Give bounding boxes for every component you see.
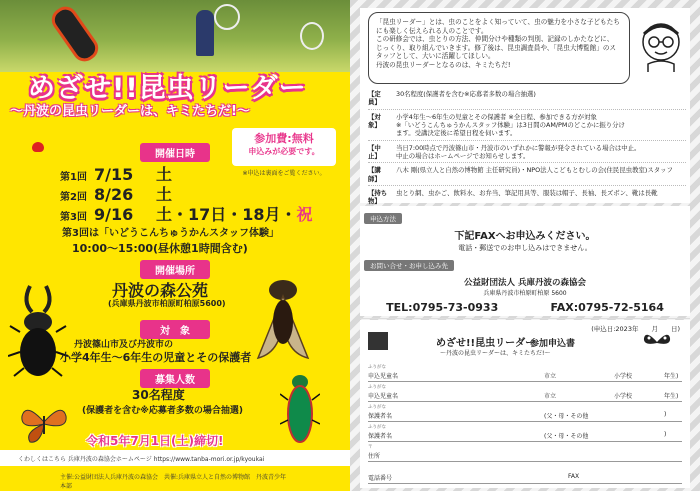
target-who: 小学4年生〜6年生の児童とその保護者 xyxy=(60,351,252,364)
session-day: 土 xyxy=(156,165,173,184)
info-key: 【対 象】 xyxy=(368,112,388,129)
instructor-face-icon xyxy=(640,18,682,74)
info-value: 虫とり網、虫かご、飲料水、お弁当、筆記用具等、服装は帽子、長袖、長ズボン、靴は長靴 xyxy=(396,188,658,197)
info-row xyxy=(368,166,686,186)
form-title: めざせ!!昆虫リーダー xyxy=(436,338,536,349)
fax-message: 下記FAXへお申込みください。 xyxy=(454,231,596,242)
event-time: 10:00〜15:00(昼休憩1時間含む) xyxy=(72,242,248,255)
intro-bubble xyxy=(368,12,630,84)
contact-label: お問い合せ・お申し込み先 xyxy=(364,260,454,271)
ladybug-icon xyxy=(32,142,44,152)
info-key: 【持ち物】 xyxy=(368,188,388,206)
form-row-child-2[interactable]: ふりがな 申込児童名 市立 小学校 年生) xyxy=(368,384,682,402)
tel-number[interactable]: TEL:0795-73-0933 xyxy=(386,301,499,314)
form-row-child-1[interactable]: ふりがな 申込児童名 市立 小学校 年生) xyxy=(368,364,682,382)
info-row xyxy=(368,144,686,164)
fax-number[interactable]: FAX:0795-72-5164 xyxy=(550,301,664,314)
child-figure xyxy=(196,10,214,56)
target-label: 対 象 xyxy=(140,320,210,339)
session-row xyxy=(60,162,313,182)
session-day: 土 xyxy=(156,185,173,204)
insect-net-icon xyxy=(214,4,240,30)
info-value: 八木 剛(県立人と自然の博物館 主任研究員)・NPO法人こどもとむしの会(住民昆虫教室)スタッフ xyxy=(396,166,673,175)
fee-note: 申込みが必要です。 xyxy=(248,147,320,156)
footer-org: 主催:公益財団法人兵庫丹波の森協会 共催:兵庫県立人と自然の博物館 丹波青少年本部 xyxy=(60,474,287,490)
fee-sub: ※申込は裏面をご覧ください。 xyxy=(242,170,326,177)
butterfly-small-icon xyxy=(642,330,672,354)
flyer-back xyxy=(350,0,700,491)
butterfly-icon xyxy=(20,402,68,444)
info-value: 30名程度(保護者を含む※応募者多数の場合抽選) xyxy=(396,90,536,98)
fee-box xyxy=(232,128,336,177)
footer-org-bar xyxy=(0,466,350,491)
event-title: めざせ!!昆虫リーダー xyxy=(28,73,307,104)
org-name: 公益財団法人 兵庫丹波の森協会 xyxy=(464,278,586,288)
application-date[interactable]: (申込日:2023年 月 日) xyxy=(591,325,680,333)
info-row xyxy=(368,90,686,110)
info-key: 【定 員】 xyxy=(368,90,388,107)
form-subtitle: 〜丹波の昆虫リーダーは、キミたちだ!〜 xyxy=(440,350,551,357)
recruit-label: 募集人数 xyxy=(140,369,210,388)
session-day: 土・17日・18月・祝 xyxy=(156,205,313,224)
session-date: 8/26 xyxy=(94,185,134,204)
session-num: 第2回 xyxy=(60,192,87,203)
stag-beetle-icon xyxy=(8,282,68,378)
info-value: 当日7:00時点で丹波篠山市・丹波市のいずれかに警報が発令されている場合は中止。 中止の場合はホームページでお知らせします。 xyxy=(396,143,641,160)
org-address: 兵庫県丹波市柏原町柏原 5600 xyxy=(483,290,567,297)
session-num: 第3回 xyxy=(60,212,87,223)
apply-label: 申込方法 xyxy=(364,213,402,224)
form-row-guardian-1[interactable]: ふりがな 保護者名 (父・母・その他 ) xyxy=(368,404,682,422)
session-row xyxy=(60,202,313,222)
place-address: (兵庫県丹波市柏原町柏原5600) xyxy=(108,299,226,308)
target-area: 丹波篠山市及び丹波市の xyxy=(74,340,174,350)
info-key: 【中 止】 xyxy=(368,143,388,160)
session3-note: 第3回は「いどうこんちゅうかんスタッフ体験」 xyxy=(62,228,279,239)
place-label: 開催場所 xyxy=(140,260,210,279)
session-date: 7/15 xyxy=(94,165,134,184)
cicada-icon xyxy=(252,272,314,364)
session-num: 第1回 xyxy=(60,172,87,183)
info-card xyxy=(360,8,690,206)
info-row xyxy=(368,113,686,141)
recruit-count: 30名程度 xyxy=(132,388,185,402)
session-list xyxy=(60,162,313,222)
info-key: 【講 師】 xyxy=(368,166,388,183)
event-subtitle: 〜丹波の昆虫リーダーは、キミたちだ!〜 xyxy=(10,104,250,119)
deadline-text: 令和5年7月1日(土)締切! xyxy=(86,434,224,448)
insect-net-icon-2 xyxy=(300,22,324,50)
phone-fax xyxy=(360,301,690,314)
form-row-phone[interactable]: 電話番号 FAX xyxy=(368,466,682,484)
footer-url[interactable]: くわしくはこちら 兵庫丹波の森協会ホームページ https://www.tanba-mori.or.jp/kyoukai xyxy=(18,456,265,463)
fee-label: 参加費:無料 xyxy=(254,132,314,145)
jewel-beetle-icon xyxy=(280,370,320,448)
schedule-label: 開催日時 xyxy=(140,143,210,162)
footer-url-bar xyxy=(0,450,350,466)
form-title-2: 参加申込書 xyxy=(530,339,576,349)
application-form xyxy=(360,320,690,488)
info-value: 小学4年生〜6年生の児童とその保護者 ※全日程、参加できる方が対象 ※「いどうこんちゅうかんスタッフ体験」は3日間のAM/PMのどこかに振り分け ます。受講決定後に希望日程を伺います。 xyxy=(396,112,625,138)
contact-card xyxy=(360,206,690,316)
form-row-address[interactable]: 〒 住所 xyxy=(368,444,682,462)
fax-sub: 電話・郵送でのお申し込みはできません。 xyxy=(458,244,592,252)
org-logo-icon xyxy=(368,332,388,350)
intro-text: 「昆虫リーダー」とは、虫のことをよく知っていて、虫の魅力を小さな子どもたち にも楽しく伝えられる人のことです。 この研修会では、虫とりの方法、仲間分けや種類の判別、記録のしかたなどに、 じっくり、取り組んでいきます。修了後は、昆虫調査員や、「昆虫大博覧館」のス タッフとして、大いに活躍してほしい。 丹波の昆虫リーダーとなるのは、キミたちだ! xyxy=(376,18,620,69)
session-date: 9/16 xyxy=(94,205,134,224)
recruit-note: (保護者を含む※応募者多数の場合抽選) xyxy=(82,406,243,416)
header-photo xyxy=(0,0,350,72)
session-row xyxy=(60,182,313,202)
place-name: 丹波の森公苑 xyxy=(112,281,209,300)
form-row-guardian-2[interactable]: ふりがな 保護者名 (父・母・その他 ) xyxy=(368,424,682,442)
